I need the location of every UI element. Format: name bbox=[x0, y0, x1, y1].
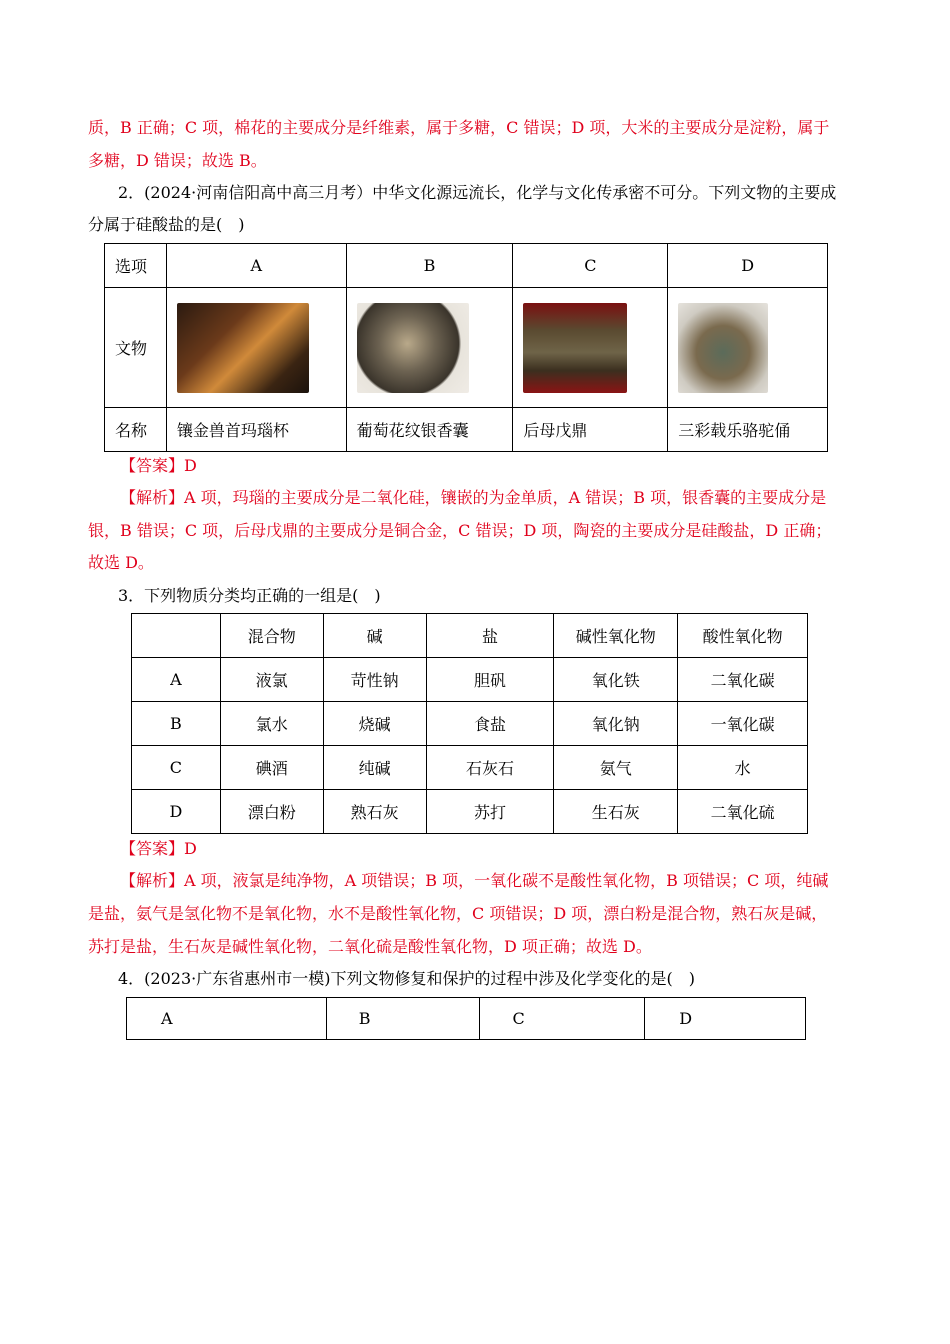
q2-analysis-line-2: 银，B 错误；C 项，后母戊鼎的主要成分是铜合金，C 错误；D 项，陶瓷的主要成分是硅酸盐，D 正确； bbox=[88, 521, 832, 540]
q2-row-label: 名称 bbox=[105, 408, 167, 452]
q3-cell: 氧化钠 bbox=[554, 702, 678, 746]
q4-header-row bbox=[127, 998, 806, 1040]
q2-name-cell: 葡萄花纹银香囊 bbox=[346, 408, 513, 452]
q3-header-row bbox=[132, 614, 808, 658]
q3-header-cell: 混合物 bbox=[220, 614, 323, 658]
q2-stem-line-1: 2．(2024·河南信阳高中高三月考）中华文化源远流长，化学与文化传承密不可分。下列文物的主要成 bbox=[118, 183, 837, 202]
q2-stem-line-2: 分属于硅酸盐的是( ) bbox=[88, 215, 245, 234]
q3-header-cell: 盐 bbox=[426, 614, 554, 658]
q2-header-cell: B bbox=[346, 244, 513, 288]
q3-header-cell: 碱性氧化物 bbox=[554, 614, 678, 658]
q3-cell: 熟石灰 bbox=[323, 790, 426, 834]
q3-header-cell: 碱 bbox=[323, 614, 426, 658]
q4-stem: 4．(2023·广东省惠州市一模)下列文物修复和保护的过程中涉及化学变化的是( ) bbox=[118, 969, 695, 988]
q2-header-cell: C bbox=[513, 244, 668, 288]
q3-cell: 氨气 bbox=[554, 746, 678, 790]
table-row bbox=[132, 658, 808, 702]
q2-table bbox=[104, 243, 828, 452]
q3-cell: D bbox=[132, 790, 221, 834]
q2-header-row bbox=[105, 244, 828, 288]
q3-stem: 3．下列物质分类均正确的一组是( ) bbox=[118, 586, 381, 605]
q4-header-cell: A bbox=[127, 998, 327, 1040]
prev-analysis-line-1: 质，B 正确；C 项，棉花的主要成分是纤维素，属于多糖，C 错误；D 项，大米的主要成分是淀粉，属于 bbox=[88, 118, 830, 137]
q3-cell: A bbox=[132, 658, 221, 702]
analysis-text: A 项，液氯是纯净物，A 项错误；B 项，一氧化碳不是酸性氧化物，B 项错误；C 项，纯碱 bbox=[184, 871, 829, 890]
sancai-camel-photo bbox=[678, 303, 768, 393]
q3-cell: 二氧化硫 bbox=[678, 790, 808, 834]
q2-answer: 【答案】D bbox=[120, 456, 197, 475]
table-row bbox=[132, 790, 808, 834]
q2-name-cell: 后母戊鼎 bbox=[513, 408, 668, 452]
analysis-text: A 项，玛瑙的主要成分是二氧化硅，镶嵌的为金单质，A 错误；B 项，银香囊的主要成分是 bbox=[184, 488, 827, 507]
silver-sachet-photo bbox=[357, 303, 469, 393]
q3-analysis-line-2: 是盐，氨气是氢化物不是氧化物，水不是酸性氧化物，C 项错误；D 项，漂白粉是混合物，熟石灰是碱， bbox=[88, 904, 828, 923]
q3-cell: 一氧化碳 bbox=[678, 702, 808, 746]
q4-header-cell: C bbox=[480, 998, 645, 1040]
q2-header-cell: A bbox=[166, 244, 346, 288]
q3-cell: 二氧化碳 bbox=[678, 658, 808, 702]
q4-header-cell: B bbox=[326, 998, 480, 1040]
q3-cell: 液氯 bbox=[220, 658, 323, 702]
q2-header-cell: 选项 bbox=[105, 244, 167, 288]
q2-name-row bbox=[105, 408, 828, 452]
q3-header-cell: 酸性氧化物 bbox=[678, 614, 808, 658]
q2-analysis-line-1 bbox=[120, 487, 826, 509]
q3-cell: 食盐 bbox=[426, 702, 554, 746]
agate-rhyton-photo bbox=[177, 303, 309, 393]
analysis-label: 【解析】 bbox=[120, 488, 185, 507]
q4-table bbox=[126, 997, 806, 1040]
q2-analysis-line-3: 故选 D。 bbox=[88, 553, 154, 572]
q3-cell: 苏打 bbox=[426, 790, 554, 834]
q3-cell: 氧化铁 bbox=[554, 658, 678, 702]
q2-name-cell: 镶金兽首玛瑙杯 bbox=[166, 408, 346, 452]
prev-analysis-line-2: 多糖，D 错误；故选 B。 bbox=[88, 151, 267, 170]
q3-analysis-line-1 bbox=[120, 870, 828, 892]
q3-answer: 【答案】D bbox=[120, 839, 197, 858]
q3-cell: 水 bbox=[678, 746, 808, 790]
q3-cell: 碘酒 bbox=[220, 746, 323, 790]
q2-image-row bbox=[105, 288, 828, 408]
q3-cell: 石灰石 bbox=[426, 746, 554, 790]
table-row bbox=[132, 746, 808, 790]
q3-cell: 烧碱 bbox=[323, 702, 426, 746]
table-row bbox=[132, 702, 808, 746]
q3-table bbox=[131, 613, 808, 834]
q3-cell: 生石灰 bbox=[554, 790, 678, 834]
q2-name-cell: 三彩载乐骆驼俑 bbox=[668, 408, 828, 452]
q3-cell: 氯水 bbox=[220, 702, 323, 746]
q3-cell: 苛性钠 bbox=[323, 658, 426, 702]
analysis-label: 【解析】 bbox=[120, 871, 185, 890]
q3-cell: 纯碱 bbox=[323, 746, 426, 790]
q3-cell: C bbox=[132, 746, 221, 790]
q3-cell: 胆矾 bbox=[426, 658, 554, 702]
q3-analysis-line-3: 苏打是盐，生石灰是碱性氧化物，二氧化硫是酸性氧化物，D 项正确；故选 D。 bbox=[88, 937, 652, 956]
houmuwu-ding-photo bbox=[523, 303, 627, 393]
q4-header-cell: D bbox=[645, 998, 806, 1040]
q2-row-label: 文物 bbox=[105, 288, 167, 408]
q3-header-cell bbox=[132, 614, 221, 658]
q3-cell: B bbox=[132, 702, 221, 746]
q2-header-cell: D bbox=[668, 244, 828, 288]
q3-cell: 漂白粉 bbox=[220, 790, 323, 834]
